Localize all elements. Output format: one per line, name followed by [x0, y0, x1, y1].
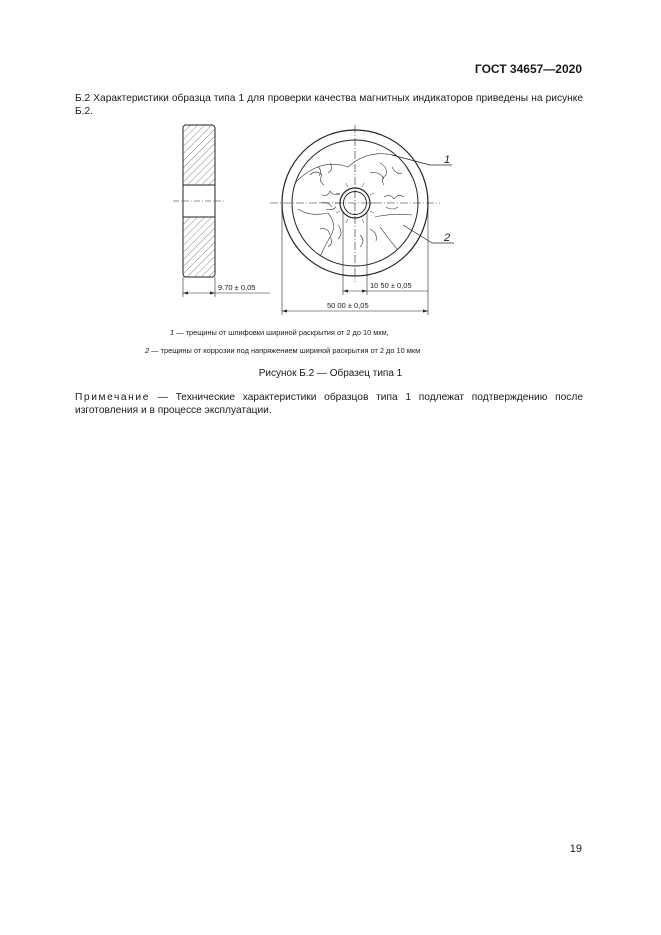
legend-text-1: — трещины от шлифовки шириной раскрытия от 2 до 10 мкм, [174, 328, 389, 337]
note-text: — Технические характеристики образцов типа 1 подлежат подтверждению после изготовления и в процессе эксплуатации. [75, 392, 583, 416]
dim-thickness: 9.70 ± 0,05 [218, 283, 256, 292]
note-label: Примечание [75, 392, 150, 403]
figure-caption: Рисунок Б.2 — Образец типа 1 [258, 368, 403, 379]
section-paragraph: Б.2 Характеристики образца типа 1 для проверки качества магнитных индикаторов приведены на рисунке Б.2. [75, 93, 583, 117]
document-header: ГОСТ 34657—2020 [474, 62, 582, 76]
legend-item-2 [145, 346, 420, 355]
dim-outer: 50 00 ± 0,05 [327, 301, 369, 310]
legend-item-1 [170, 328, 389, 337]
note [75, 391, 583, 417]
legend-text-2: — трещины от коррозии под напряжением шириной раскрытия от 2 до 10 мкм [149, 346, 421, 355]
front-view [270, 125, 454, 315]
legend-num-1: 1 [170, 328, 175, 337]
specimen-drawing [170, 117, 470, 325]
legend-num-2: 2 [145, 346, 150, 355]
dim-bore: 10 50 ± 0,05 [370, 281, 412, 290]
figure-b2 [170, 117, 470, 325]
callout-1: 1 [444, 154, 451, 166]
side-section-view [173, 125, 270, 297]
callout-2: 2 [444, 232, 451, 244]
page-number: 19 [569, 843, 582, 855]
